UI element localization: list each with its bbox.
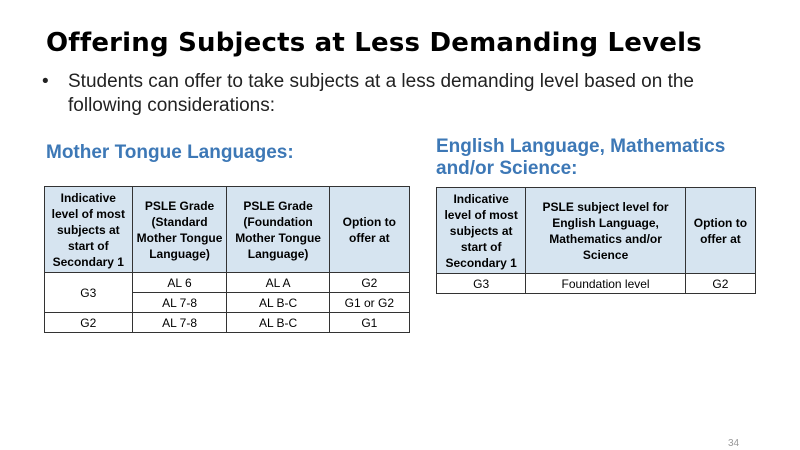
cell-std: AL 7-8 <box>132 313 227 333</box>
bullet-marker: • <box>42 71 49 92</box>
table-row <box>437 274 756 294</box>
table-row <box>45 273 410 293</box>
header-psle-standard: PSLE Grade (Standard Mother Tongue Language) <box>132 187 227 273</box>
english-math-science-table <box>436 187 756 294</box>
header-option: Option to offer at <box>685 188 755 274</box>
header-indicative-level: Indicative level of most subjects at start of Secondary 1 <box>437 188 526 274</box>
bullet-text: Students can offer to take subjects at a less demanding level based on the following considerations: <box>68 71 694 116</box>
cell-level: G2 <box>45 313 133 333</box>
mother-tongue-table <box>44 186 410 333</box>
cell-option: G2 <box>329 273 409 293</box>
table-row <box>45 313 410 333</box>
cell-level: G3 <box>45 273 133 313</box>
cell-std: AL 7-8 <box>132 293 227 313</box>
mother-tongue-heading: Mother Tongue Languages: <box>46 142 294 163</box>
cell-option: G1 or G2 <box>329 293 409 313</box>
cell-option: G1 <box>329 313 409 333</box>
cell-std: AL 6 <box>132 273 227 293</box>
cell-fnd: AL A <box>227 273 329 293</box>
cell-psle: Foundation level <box>526 274 686 294</box>
page-number: 34 <box>728 438 740 449</box>
cell-level: G3 <box>437 274 526 294</box>
english-math-science-heading: English Language, Mathematics and/or Science: <box>436 136 726 179</box>
header-psle-foundation: PSLE Grade (Foundation Mother Tongue Language) <box>227 187 329 273</box>
slide-title: Offering Subjects at Less Demanding Levels <box>46 28 702 58</box>
cell-fnd: AL B-C <box>227 313 329 333</box>
header-indicative-level: Indicative level of most subjects at start of Secondary 1 <box>45 187 133 273</box>
header-option: Option to offer at <box>329 187 409 273</box>
cell-fnd: AL B-C <box>227 293 329 313</box>
header-psle-subject-level: PSLE subject level for English Language, Mathematics and/or Science <box>526 188 686 274</box>
cell-option: G2 <box>685 274 755 294</box>
